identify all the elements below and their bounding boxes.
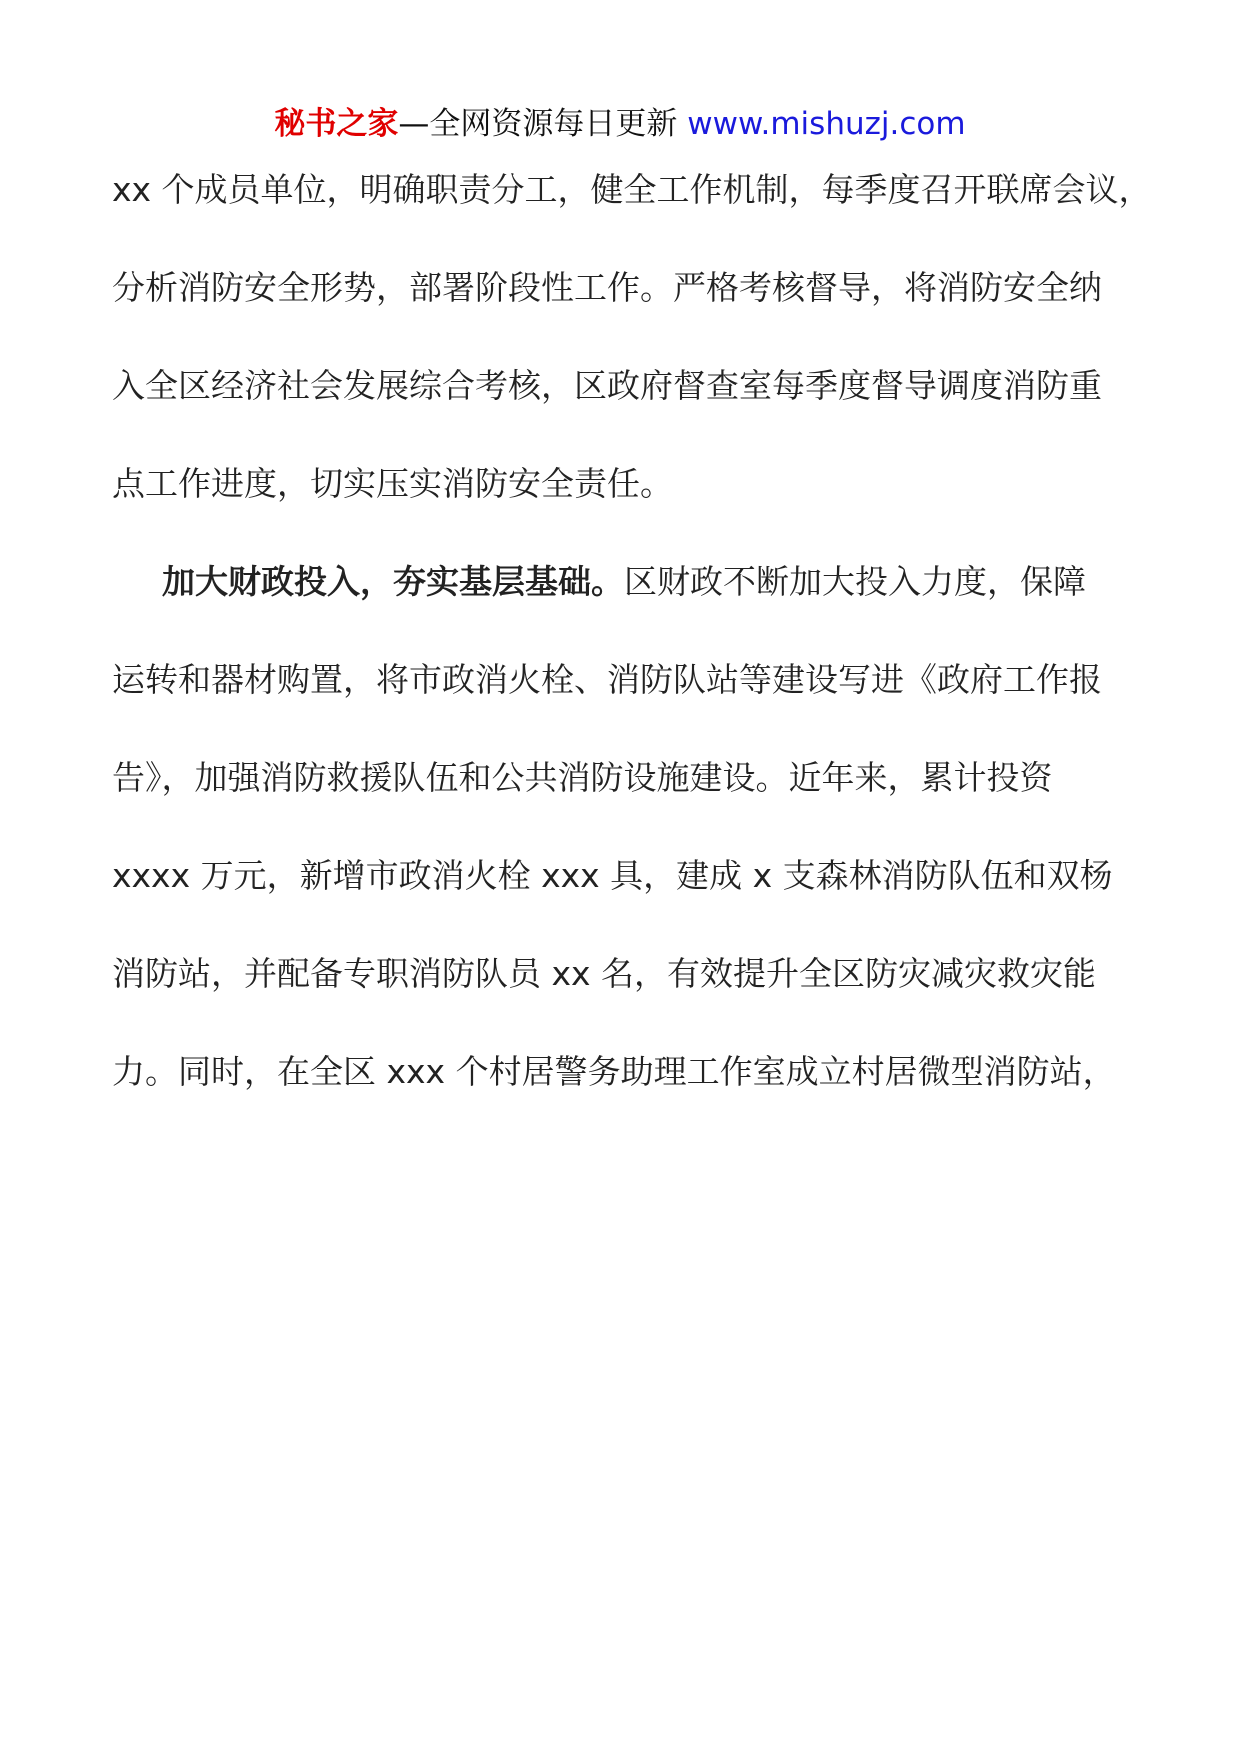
- text-line: 消防站，并配备专职消防队员 xx 名，有效提升全区防灾减灾救灾能: [112, 954, 1097, 993]
- text-line: 运转和器材购置，将市政消火栓、消防队站等建设写进《政府工作报: [112, 660, 1102, 699]
- paragraph-lead-heading: 加大财政投入，夯实基层基础。: [162, 562, 624, 601]
- text-line: xx 个成员单位，明确职责分工，健全工作机制，每季度召开联席会议，: [112, 170, 1152, 209]
- paragraph-first-line-rest: 区财政不断加大投入力度，保障: [624, 562, 1086, 601]
- text-line: 点工作进度，切实压实消防安全责任。: [112, 464, 673, 503]
- text-line: 力。同时，在全区 xxx 个村居警务助理工作室成立村居微型消防站，: [112, 1052, 1116, 1091]
- text-line: 入全区经济社会发展综合考核，区政府督查室每季度督导调度消防重: [112, 366, 1102, 405]
- website-link[interactable]: www.mishuzj.com: [687, 106, 966, 142]
- text-line: 告》，加强消防救援队伍和公共消防设施建设。近年来，累计投资: [112, 758, 1053, 797]
- paragraph-first-line: [162, 559, 1152, 605]
- text-line: xxxx 万元，新增市政消火栓 xxx 具，建成 x 支森林消防队伍和双杨: [112, 856, 1113, 895]
- brand-name: 秘书之家: [274, 106, 399, 142]
- text-line: 分析消防安全形势，部署阶段性工作。严格考核督导，将消防安全纳: [112, 268, 1102, 307]
- header-tagline: —全网资源每日更新: [398, 106, 678, 142]
- page-header: [0, 102, 1240, 146]
